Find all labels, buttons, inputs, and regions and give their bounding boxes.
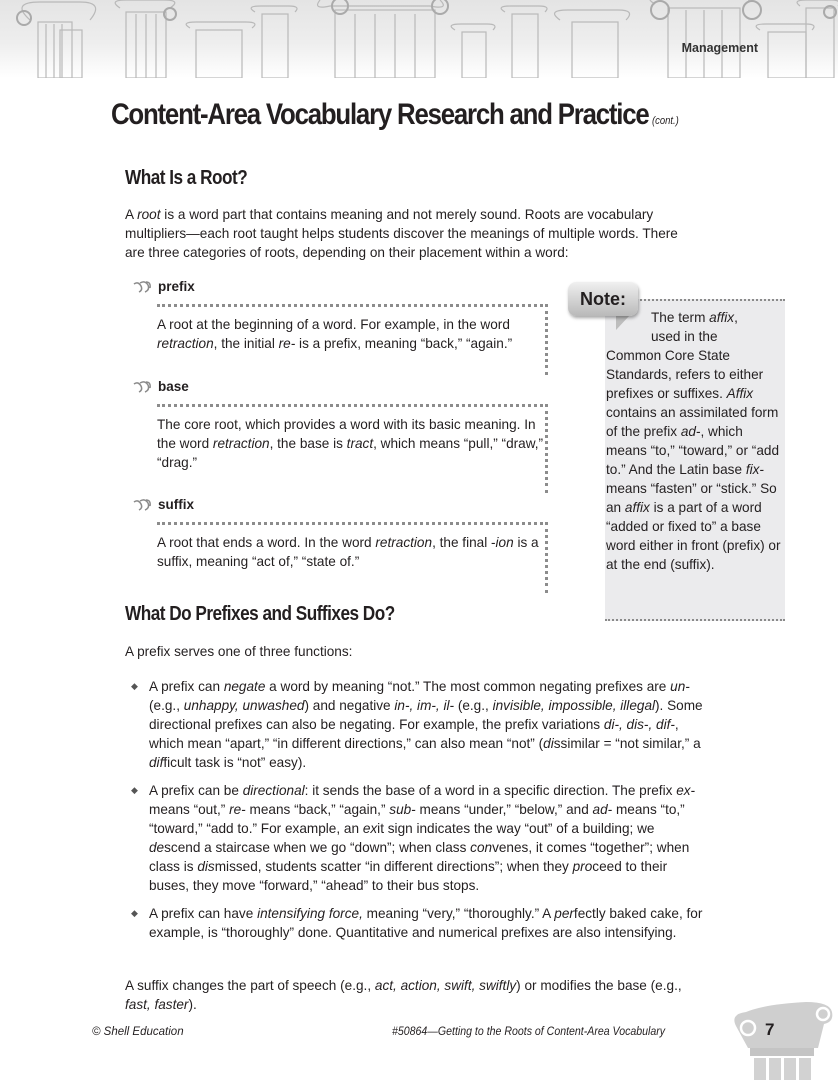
text-run-italic: ad- <box>680 424 701 439</box>
list-item <box>129 904 704 942</box>
text-run: is a word part that contains meaning and not merely sound. Roots are vocabulary multipliers—each root taught helps students discover the meanings of multiple words. There are three categories of roots, depending on their placement within a word: <box>125 207 678 260</box>
text-run: The core root, which provides a word with its basic meaning. In the word <box>157 417 536 451</box>
text-run-italic: invisible, impossible, illegal <box>492 698 656 713</box>
text-run: fectly baked cake, for example, is “thoroughly” done. Quantitative and numerical prefixes are also intensifying. <box>149 906 703 940</box>
text-run: ) or modifies the base (e.g., <box>516 978 682 993</box>
term-label: suffix <box>158 497 195 512</box>
text-run-italic: directional <box>242 783 305 798</box>
text-run: (e.g., <box>454 698 493 713</box>
text-run: , the base is <box>269 436 347 451</box>
text-run-italic: ad- <box>592 802 613 817</box>
term-suffix <box>132 497 194 512</box>
text-run-italic: fix- <box>745 462 764 477</box>
text-run: A prefix can have <box>149 906 258 921</box>
swirl-ornament-icon <box>132 498 152 512</box>
column-banner-illustration <box>0 0 838 78</box>
diamond-bullet-icon: ◆ <box>131 908 138 918</box>
text-run: , the initial <box>213 336 279 351</box>
text-run: means “out,” <box>149 802 230 817</box>
text-run: means “back,” “again,” <box>245 802 390 817</box>
text-run-italic: un- <box>670 679 690 694</box>
text-run-italic: intensifying force, <box>257 906 363 921</box>
term-label: prefix <box>158 279 195 294</box>
text-run: (e.g., <box>149 698 184 713</box>
text-run-italic: di <box>543 736 554 751</box>
text-run-italic: ex- <box>676 783 696 798</box>
text-run: , <box>734 310 738 325</box>
text-run: a word by meaning “not.” The most common negating prefixes are <box>265 679 671 694</box>
header-banner <box>0 0 838 78</box>
text-run: contains an assimilated form of the prefix <box>606 405 779 439</box>
title-cont-label: (cont.) <box>651 115 679 127</box>
term-label: base <box>158 379 189 394</box>
text-run: ). Some directional prefixes can also be negating. For example, the prefix variations <box>149 698 703 732</box>
text-run-italic: in-, im-, il- <box>394 698 455 713</box>
text-run-italic: tract <box>346 436 374 451</box>
text-run: Common Core State Standards, refers to either prefixes or suffixes. <box>606 348 764 401</box>
text-run: , the final - <box>432 535 496 550</box>
text-run: A <box>125 207 138 222</box>
swirl-ornament-icon <box>132 280 152 294</box>
text-run-italic: unhappy, unwashed <box>183 698 305 713</box>
prefix-functions-list <box>129 677 704 951</box>
definition-box-base <box>157 404 548 493</box>
definition-box-prefix <box>157 304 548 375</box>
text-run-italic: di-, dis-, dif- <box>603 717 675 732</box>
swirl-ornament-icon <box>132 380 152 394</box>
text-run: meaning “very,” “thoroughly.” A <box>362 906 555 921</box>
text-run: ssimilar = “not similar,” a <box>553 736 701 751</box>
page-title-text: Content-Area Vocabulary Research and Practice <box>111 98 649 131</box>
text-run-italic: ion <box>495 535 514 550</box>
diamond-bullet-icon: ◆ <box>131 681 138 691</box>
text-run: , which means “pull,” “draw,” “drag.” <box>157 436 544 470</box>
note-line-2: used in the <box>651 329 718 344</box>
text-run: ceed to their buses, they move “forward,” “ahead” to their bus stops. <box>149 859 668 893</box>
text-run: A suffix changes the part of speech (e.g., <box>125 978 375 993</box>
page-number: 7 <box>765 1020 775 1039</box>
text-run-italic: retraction <box>157 336 214 351</box>
text-run: A prefix can <box>149 679 224 694</box>
text-run-italic: per <box>554 906 574 921</box>
list-item <box>129 677 704 772</box>
text-run-italic: affix <box>709 310 735 325</box>
text-run: means “fasten” or “stick.” So an <box>606 481 777 515</box>
text-run-italic: retraction <box>375 535 433 550</box>
note-line-1 <box>606 308 784 327</box>
text-run: scend a staircase when we go “down”; when class <box>164 840 471 855</box>
text-run-italic: sub- <box>389 802 416 817</box>
text-run-italic: con <box>470 840 493 855</box>
text-run-italic: dif <box>149 755 164 770</box>
note-label-bubble: Note: <box>568 282 638 316</box>
text-run-italic: affix <box>624 500 650 515</box>
list-item <box>129 781 704 895</box>
text-run: ) and negative <box>304 698 395 713</box>
text-run: ). <box>188 997 197 1012</box>
text-run-italic: dis <box>197 859 215 874</box>
term-prefix <box>132 279 195 294</box>
term-base <box>132 379 189 394</box>
text-run-italic: de <box>149 840 165 855</box>
text-run: : it sends the base of a word in a specific direction. The prefix <box>304 783 677 798</box>
section-heading-root: What Is a Root? <box>125 167 248 189</box>
suffix-closing-paragraph <box>125 976 700 1014</box>
text-run: A prefix can be <box>149 783 243 798</box>
text-run-italic: retraction <box>212 436 270 451</box>
text-run: , which means “to,” “toward,” or “add to.” And the Latin base <box>606 424 780 477</box>
text-run-italic: re- <box>278 336 296 351</box>
text-run: A root at the beginning of a word. For example, in the word <box>157 317 510 332</box>
ionic-column-icon <box>728 1000 838 1080</box>
text-run: is a prefix, meaning “back,” “again.” <box>295 336 513 351</box>
section-tag: Management <box>681 41 758 55</box>
text-run: missed, students scatter “in different directions”; when they <box>214 859 573 874</box>
text-run: means “to,” “toward,” “add to.” For example, an <box>149 802 685 836</box>
text-run-italic: Affix <box>726 386 754 401</box>
section-heading-prefixes-suffixes: What Do Prefixes and Suffixes Do? <box>125 603 395 625</box>
text-run-italic: negate <box>223 679 266 694</box>
text-run: is a part of a word “added or fixed to” a base word either in front (prefix) or at the end (suffix). <box>606 500 781 572</box>
text-run: is a suffix, meaning “act of,” “state of.” <box>157 535 539 569</box>
page-title <box>111 98 679 132</box>
definition-box-suffix <box>157 522 548 593</box>
text-run: venes, it comes “together”; when class is <box>149 840 690 874</box>
text-run-italic: re- <box>229 802 246 817</box>
text-run: it sign indicates the way “out” of a building; we <box>377 821 655 836</box>
footer-copyright: © Shell Education <box>92 1026 184 1038</box>
diamond-bullet-icon: ◆ <box>131 785 138 795</box>
text-run-italic: fast, faster <box>125 997 189 1012</box>
prefix-intro: A prefix serves one of three functions: <box>125 644 353 659</box>
footer-book-title: #50864—Getting to the Roots of Content-Area Vocabulary <box>392 1026 666 1038</box>
text-run: means “under,” “below,” and <box>415 802 593 817</box>
text-run-italic: root <box>137 207 161 222</box>
text-run: A root that ends a word. In the word <box>157 535 376 550</box>
text-run: The term <box>651 310 710 325</box>
text-run-italic: act, action, swift, swiftly <box>374 978 517 993</box>
root-intro-paragraph <box>125 205 685 262</box>
text-run: , which mean “apart,” “in different directions,” can also mean “not” ( <box>149 717 679 751</box>
text-run: ficult task is “not” easy). <box>163 755 307 770</box>
note-text <box>606 308 784 574</box>
text-run-italic: pro <box>572 859 593 874</box>
text-run-italic: ex <box>362 821 378 836</box>
